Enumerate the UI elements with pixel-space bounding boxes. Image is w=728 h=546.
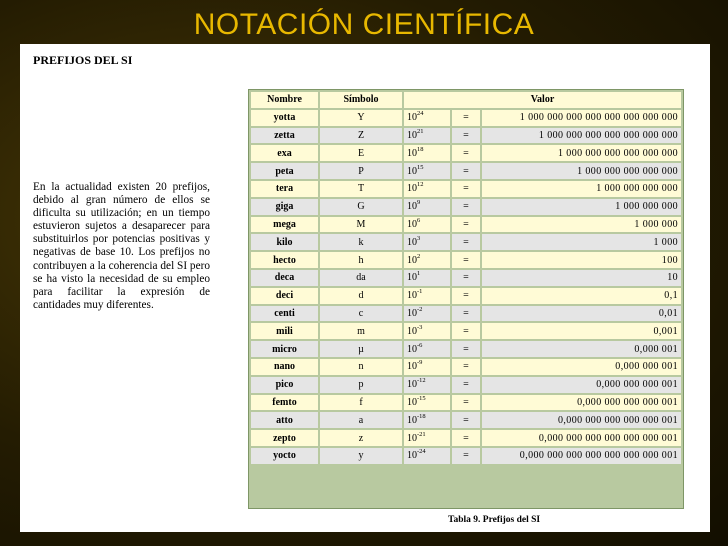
equals-sign: =: [452, 163, 480, 179]
table-row: [251, 252, 681, 268]
prefix-symbol: E: [320, 145, 402, 161]
power-of-ten: [404, 110, 450, 126]
equals-sign: =: [452, 377, 480, 393]
prefix-symbol: a: [320, 412, 402, 428]
power-exponent: -12: [417, 377, 426, 385]
power-of-ten: [404, 234, 450, 250]
power-of-ten: [404, 145, 450, 161]
table-row: [251, 145, 681, 161]
power-base: 10: [407, 290, 417, 302]
prefix-value: 1 000: [482, 234, 681, 250]
power-exponent: 12: [417, 181, 424, 189]
power-of-ten: [404, 412, 450, 428]
prefix-name: tera: [251, 181, 318, 197]
prefix-name: zepto: [251, 430, 318, 446]
prefix-name: giga: [251, 199, 318, 215]
power-base: 10: [407, 379, 417, 391]
power-exponent: 2: [417, 252, 421, 260]
prefix-name: yotta: [251, 110, 318, 126]
prefix-name: pico: [251, 377, 318, 393]
prefix-name: micro: [251, 341, 318, 357]
prefix-symbol: c: [320, 306, 402, 322]
prefix-value: 0,000 000 000 000 000 000 000 001: [482, 448, 681, 464]
power-of-ten: [404, 252, 450, 268]
equals-sign: =: [452, 430, 480, 446]
power-of-ten: [404, 270, 450, 286]
prefix-value: 0,000 000 000 000 000 000 001: [482, 430, 681, 446]
intro-paragraph: En la actualidad existen 20 prefijos, debido al gran número de ellos se dificulta su utilización; en un tiempo estuvieron sujetos a desaparecer para substituirlos por potencias positivas y negativas de base 10. Los prefijos no contribuyen a la coherencia del SI pero se ha visto la necesidad de su empleo para facilitar la expresión de cantidades muy diferentes.: [33, 181, 210, 311]
power-base: 10: [407, 201, 417, 213]
power-of-ten: [404, 395, 450, 411]
equals-sign: =: [452, 270, 480, 286]
power-of-ten: [404, 181, 450, 197]
prefix-name: femto: [251, 395, 318, 411]
equals-sign: =: [452, 181, 480, 197]
prefix-symbol: y: [320, 448, 402, 464]
power-base: 10: [407, 272, 417, 284]
prefix-value: 0,000 000 000 001: [482, 377, 681, 393]
equals-sign: =: [452, 359, 480, 375]
prefix-name: yocto: [251, 448, 318, 464]
si-prefix-table: [248, 89, 684, 509]
prefix-value: 0,000 000 001: [482, 359, 681, 375]
power-base: 10: [407, 254, 417, 266]
prefix-name: deca: [251, 270, 318, 286]
prefix-name: nano: [251, 359, 318, 375]
equals-sign: =: [452, 323, 480, 339]
power-exponent: 21: [417, 127, 424, 135]
prefix-name: kilo: [251, 234, 318, 250]
power-base: 10: [407, 218, 417, 230]
equals-sign: =: [452, 199, 480, 215]
power-of-ten: [404, 306, 450, 322]
section-heading: PREFIJOS DEL SI: [33, 53, 133, 67]
prefix-symbol: n: [320, 359, 402, 375]
prefix-name: peta: [251, 163, 318, 179]
prefix-name: mili: [251, 323, 318, 339]
prefix-symbol: G: [320, 199, 402, 215]
power-base: 10: [407, 307, 417, 319]
table-row: [251, 234, 681, 250]
prefix-value: 0,001: [482, 323, 681, 339]
power-base: 10: [407, 112, 417, 124]
table-row: [251, 270, 681, 286]
power-exponent: -15: [417, 394, 426, 402]
prefix-name: exa: [251, 145, 318, 161]
prefix-value: 10: [482, 270, 681, 286]
power-of-ten: [404, 341, 450, 357]
power-exponent: 3: [417, 234, 421, 242]
table-caption: Tabla 9. Prefijos del SI: [448, 515, 541, 525]
table-row: [251, 199, 681, 215]
prefix-symbol: µ: [320, 341, 402, 357]
power-exponent: -9: [417, 359, 423, 367]
equals-sign: =: [452, 395, 480, 411]
power-exponent: -24: [417, 448, 426, 456]
power-of-ten: [404, 377, 450, 393]
equals-sign: =: [452, 306, 480, 322]
power-of-ten: [404, 430, 450, 446]
power-of-ten: [404, 217, 450, 233]
table-row: [251, 181, 681, 197]
prefix-value: 1 000 000 000 000 000 000: [482, 145, 681, 161]
power-exponent: 9: [417, 199, 421, 207]
power-exponent: -1: [417, 288, 423, 296]
document-page: [20, 44, 710, 532]
equals-sign: =: [452, 234, 480, 250]
prefix-name: zetta: [251, 128, 318, 144]
slide-title: NOTACIÓN CIENTÍFICA: [193, 8, 535, 41]
power-exponent: -3: [417, 323, 423, 331]
power-exponent: -21: [417, 430, 426, 438]
power-base: 10: [407, 432, 417, 444]
table-row: [251, 323, 681, 339]
table-row: [251, 128, 681, 144]
table-row: [251, 359, 681, 375]
table-row: [251, 430, 681, 446]
power-exponent: 18: [417, 145, 424, 153]
prefix-value: 0,000 000 000 000 000 001: [482, 412, 681, 428]
power-base: 10: [407, 183, 417, 195]
equals-sign: =: [452, 412, 480, 428]
power-base: 10: [407, 236, 417, 248]
table-row: [251, 163, 681, 179]
table-row: [251, 448, 681, 464]
prefix-name: deci: [251, 288, 318, 304]
power-of-ten: [404, 199, 450, 215]
prefix-value: 1 000 000 000 000 000 000 000: [482, 128, 681, 144]
prefix-symbol: P: [320, 163, 402, 179]
prefix-value: 1 000 000 000: [482, 199, 681, 215]
power-base: 10: [407, 325, 417, 337]
prefix-symbol: z: [320, 430, 402, 446]
prefix-name: atto: [251, 412, 318, 428]
power-exponent: -18: [417, 412, 426, 420]
prefix-value: 0,1: [482, 288, 681, 304]
table-row: [251, 341, 681, 357]
power-base: 10: [407, 450, 417, 462]
power-exponent: 15: [417, 163, 424, 171]
power-of-ten: [404, 448, 450, 464]
prefix-symbol: p: [320, 377, 402, 393]
power-exponent: -6: [417, 341, 423, 349]
equals-sign: =: [452, 252, 480, 268]
header-name: Nombre: [251, 92, 318, 108]
table-row: [251, 217, 681, 233]
power-base: 10: [407, 129, 417, 141]
power-exponent: 1: [417, 270, 421, 278]
table-row: [251, 110, 681, 126]
prefix-value: 1 000 000: [482, 217, 681, 233]
equals-sign: =: [452, 288, 480, 304]
power-exponent: -2: [417, 305, 423, 313]
header-symbol: Símbolo: [320, 92, 402, 108]
power-base: 10: [407, 396, 417, 408]
prefix-symbol: f: [320, 395, 402, 411]
prefix-symbol: Z: [320, 128, 402, 144]
table-row: [251, 377, 681, 393]
equals-sign: =: [452, 128, 480, 144]
prefix-symbol: M: [320, 217, 402, 233]
prefix-value: 100: [482, 252, 681, 268]
equals-sign: =: [452, 448, 480, 464]
power-base: 10: [407, 361, 417, 373]
prefix-symbol: d: [320, 288, 402, 304]
prefix-symbol: T: [320, 181, 402, 197]
power-of-ten: [404, 359, 450, 375]
prefix-symbol: h: [320, 252, 402, 268]
table-header-row: [251, 92, 681, 108]
prefix-value: 1 000 000 000 000 000: [482, 163, 681, 179]
header-value: Valor: [404, 92, 681, 108]
power-of-ten: [404, 128, 450, 144]
power-exponent: 24: [417, 110, 424, 118]
power-exponent: 6: [417, 216, 421, 224]
equals-sign: =: [452, 145, 480, 161]
table-row: [251, 395, 681, 411]
prefix-name: mega: [251, 217, 318, 233]
power-base: 10: [407, 343, 417, 355]
prefix-name: centi: [251, 306, 318, 322]
prefix-symbol: Y: [320, 110, 402, 126]
power-of-ten: [404, 163, 450, 179]
table-row: [251, 288, 681, 304]
prefix-value: 0,01: [482, 306, 681, 322]
prefix-symbol: m: [320, 323, 402, 339]
equals-sign: =: [452, 341, 480, 357]
prefix-value: 1 000 000 000 000: [482, 181, 681, 197]
prefix-value: 0,000 001: [482, 341, 681, 357]
power-base: 10: [407, 165, 417, 177]
power-of-ten: [404, 288, 450, 304]
power-base: 10: [407, 147, 417, 159]
prefix-value: 1 000 000 000 000 000 000 000 000: [482, 110, 681, 126]
power-of-ten: [404, 323, 450, 339]
prefix-symbol: k: [320, 234, 402, 250]
table-row: [251, 412, 681, 428]
equals-sign: =: [452, 217, 480, 233]
equals-sign: =: [452, 110, 480, 126]
prefix-value: 0,000 000 000 000 001: [482, 395, 681, 411]
table-row: [251, 306, 681, 322]
power-base: 10: [407, 414, 417, 426]
prefix-name: hecto: [251, 252, 318, 268]
prefix-symbol: da: [320, 270, 402, 286]
